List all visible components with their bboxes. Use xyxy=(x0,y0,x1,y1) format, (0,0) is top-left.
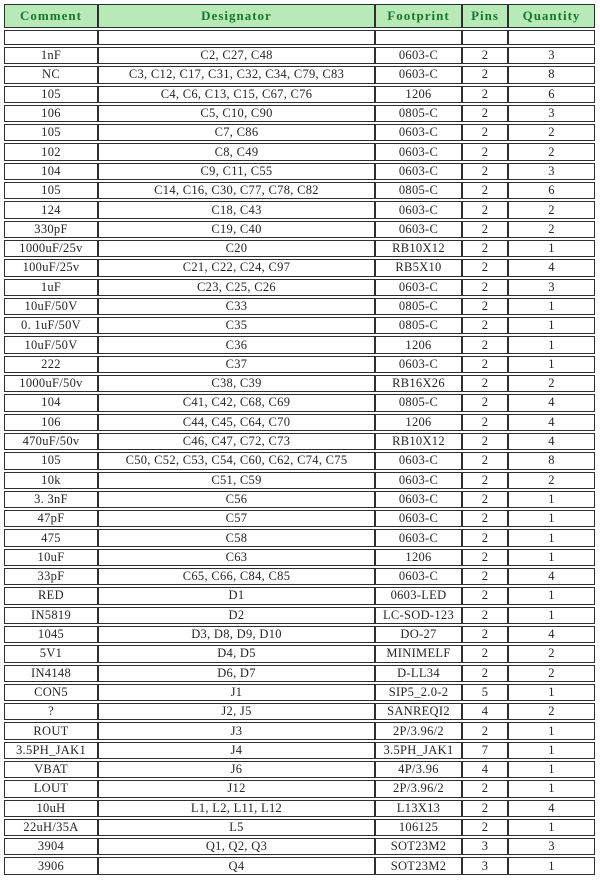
cell-pins: 3 xyxy=(462,838,508,855)
cell-quantity: 2 xyxy=(508,665,595,682)
cell-pins: 2 xyxy=(462,549,508,566)
cell-comment: 1000uF/25v xyxy=(4,240,98,257)
cell-designator: D3, D8, D9, D10 xyxy=(98,626,375,643)
cell-pins: 7 xyxy=(462,742,508,759)
cell-quantity: 2 xyxy=(508,645,595,662)
cell-footprint: 106125 xyxy=(375,819,462,836)
cell-designator: C51, C59 xyxy=(98,472,375,489)
cell-designator: Q4 xyxy=(98,857,375,875)
cell-footprint: 0603-C xyxy=(375,143,462,160)
cell-designator: C44, C45, C64, C70 xyxy=(98,414,375,431)
cell-comment: 102 xyxy=(4,143,98,160)
cell-footprint: 4P/3.96 xyxy=(375,761,462,778)
table-row xyxy=(4,375,595,392)
cell-comment: 3906 xyxy=(4,857,98,875)
cell-designator: C20 xyxy=(98,240,375,257)
table-row xyxy=(4,414,595,431)
cell-pins: 2 xyxy=(462,510,508,527)
cell-footprint: 0603-C xyxy=(375,279,462,296)
cell-footprint: SOT23M2 xyxy=(375,838,462,855)
table-row xyxy=(4,491,595,508)
cell-quantity: 1 xyxy=(508,510,595,527)
table-row xyxy=(4,857,595,875)
table-row xyxy=(4,298,595,315)
cell-comment: 106 xyxy=(4,414,98,431)
cell-pins: 2 xyxy=(462,568,508,585)
cell-designator: C33 xyxy=(98,298,375,315)
bom-table xyxy=(4,2,595,877)
cell-pins: 2 xyxy=(462,105,508,122)
cell-footprint: 0603-C xyxy=(375,472,462,489)
cell-comment: 10uF xyxy=(4,549,98,566)
cell-comment: 105 xyxy=(4,182,98,199)
cell-designator: C21, C22, C24, C97 xyxy=(98,259,375,276)
cell-footprint: DO-27 xyxy=(375,626,462,643)
cell-comment: 104 xyxy=(4,394,98,411)
cell-designator: J3 xyxy=(98,722,375,739)
cell-quantity: 1 xyxy=(508,587,595,604)
cell-quantity: 8 xyxy=(508,452,595,469)
cell-footprint: SANREQI2 xyxy=(375,703,462,720)
cell-quantity: 1 xyxy=(508,722,595,739)
cell-pins: 2 xyxy=(462,529,508,546)
cell-pins: 2 xyxy=(462,452,508,469)
cell-pins: 2 xyxy=(462,336,508,353)
cell-designator: J2, J5 xyxy=(98,703,375,720)
cell-comment: 475 xyxy=(4,529,98,546)
cell-footprint: 0603-C xyxy=(375,201,462,218)
cell-quantity: 2 xyxy=(508,375,595,392)
cell-footprint: 0603-C xyxy=(375,356,462,373)
table-row xyxy=(4,819,595,836)
table-row xyxy=(4,703,595,720)
cell-quantity: 3 xyxy=(508,163,595,180)
cell-comment: 104 xyxy=(4,163,98,180)
cell-comment: 10uF/50V xyxy=(4,298,98,315)
cell-comment: 105 xyxy=(4,452,98,469)
cell-quantity: 4 xyxy=(508,568,595,585)
cell-footprint: 2P/3.96/2 xyxy=(375,722,462,739)
cell-footprint: 1206 xyxy=(375,549,462,566)
cell-pins: 2 xyxy=(462,298,508,315)
cell-pins: 2 xyxy=(462,472,508,489)
cell-quantity: 1 xyxy=(508,529,595,546)
cell-pins: 2 xyxy=(462,143,508,160)
bom-table-body xyxy=(4,30,595,875)
cell-quantity: 2 xyxy=(508,143,595,160)
cell-designator: C36 xyxy=(98,336,375,353)
table-row xyxy=(4,665,595,682)
cell-pins: 5 xyxy=(462,684,508,701)
cell-footprint: 0603-C xyxy=(375,529,462,546)
cell-pins: 2 xyxy=(462,800,508,817)
cell-comment: VBAT xyxy=(4,761,98,778)
cell-quantity: 4 xyxy=(508,394,595,411)
cell-pins: 2 xyxy=(462,124,508,141)
cell-designator: D1 xyxy=(98,587,375,604)
cell-designator: D2 xyxy=(98,607,375,624)
table-row xyxy=(4,163,595,180)
table-row xyxy=(4,838,595,855)
table-row xyxy=(4,143,595,160)
cell-quantity: 2 xyxy=(508,472,595,489)
cell-quantity: 2 xyxy=(508,124,595,141)
cell-designator: C2, C27, C48 xyxy=(98,47,375,64)
cell-footprint: MINIMELF xyxy=(375,645,462,662)
cell-quantity: 1 xyxy=(508,857,595,875)
table-row xyxy=(4,684,595,701)
cell-quantity: 4 xyxy=(508,259,595,276)
cell-comment: 470uF/50v xyxy=(4,433,98,450)
table-row xyxy=(4,336,595,353)
bom-table-header xyxy=(4,4,595,28)
cell-comment: RED xyxy=(4,587,98,604)
cell-comment: 5V1 xyxy=(4,645,98,662)
table-row xyxy=(4,626,595,643)
cell-pins: 2 xyxy=(462,47,508,64)
cell-designator: C9, C11, C55 xyxy=(98,163,375,180)
cell-pins: 2 xyxy=(462,66,508,83)
cell-quantity: 1 xyxy=(508,240,595,257)
cell-designator: J1 xyxy=(98,684,375,701)
cell-comment: IN4148 xyxy=(4,665,98,682)
cell-comment: 47pF xyxy=(4,510,98,527)
table-row xyxy=(4,780,595,797)
cell-pins: 2 xyxy=(462,414,508,431)
cell-comment: 124 xyxy=(4,201,98,218)
cell-pins: 2 xyxy=(462,201,508,218)
table-row xyxy=(4,356,595,373)
cell-footprint: RB10X12 xyxy=(375,433,462,450)
cell-quantity: 6 xyxy=(508,182,595,199)
cell-designator: C65, C66, C84, C85 xyxy=(98,568,375,585)
column-header-footprint: Footprint xyxy=(375,4,462,28)
table-row xyxy=(4,510,595,527)
cell-quantity: 6 xyxy=(508,86,595,103)
cell-designator: C5, C10, C90 xyxy=(98,105,375,122)
cell-quantity: 1 xyxy=(508,780,595,797)
cell-footprint xyxy=(375,30,462,45)
cell-pins: 3 xyxy=(462,857,508,875)
cell-designator: D4, D5 xyxy=(98,645,375,662)
cell-pins: 2 xyxy=(462,819,508,836)
cell-footprint: 0603-C xyxy=(375,510,462,527)
cell-designator: C14, C16, C30, C77, C78, C82 xyxy=(98,182,375,199)
table-row xyxy=(4,105,595,122)
cell-footprint: 0603-C xyxy=(375,163,462,180)
cell-quantity: 2 xyxy=(508,201,595,218)
cell-comment: 3.5PH_JAK1 xyxy=(4,742,98,759)
cell-designator: J6 xyxy=(98,761,375,778)
cell-pins: 2 xyxy=(462,626,508,643)
cell-quantity: 1 xyxy=(508,356,595,373)
cell-pins: 2 xyxy=(462,240,508,257)
cell-comment: 222 xyxy=(4,356,98,373)
cell-footprint: 1206 xyxy=(375,86,462,103)
cell-footprint: 0805-C xyxy=(375,317,462,334)
header-row xyxy=(4,4,595,28)
cell-designator: J12 xyxy=(98,780,375,797)
table-row xyxy=(4,607,595,624)
cell-footprint: 2P/3.96/2 xyxy=(375,780,462,797)
cell-pins: 2 xyxy=(462,394,508,411)
cell-designator: L1, L2, L11, L12 xyxy=(98,800,375,817)
cell-quantity: 2 xyxy=(508,703,595,720)
column-header-comment: Comment xyxy=(4,4,98,28)
cell-designator: C63 xyxy=(98,549,375,566)
cell-comment: IN5819 xyxy=(4,607,98,624)
table-row xyxy=(4,800,595,817)
cell-footprint: 0603-LED xyxy=(375,587,462,604)
cell-comment: 10uF/50V xyxy=(4,336,98,353)
cell-designator: C8, C49 xyxy=(98,143,375,160)
cell-designator: C41, C42, C68, C69 xyxy=(98,394,375,411)
cell-footprint: RB5X10 xyxy=(375,259,462,276)
cell-comment: 0. 1uF/50V xyxy=(4,317,98,334)
cell-comment: ? xyxy=(4,703,98,720)
cell-pins: 2 xyxy=(462,645,508,662)
cell-designator: C23, C25, C26 xyxy=(98,279,375,296)
cell-footprint: 0603-C xyxy=(375,47,462,64)
cell-designator: C35 xyxy=(98,317,375,334)
cell-pins: 2 xyxy=(462,607,508,624)
cell-comment: NC xyxy=(4,66,98,83)
cell-quantity: 1 xyxy=(508,684,595,701)
cell-designator: C37 xyxy=(98,356,375,373)
cell-footprint: RB10X12 xyxy=(375,240,462,257)
cell-comment: 1uF xyxy=(4,279,98,296)
table-row xyxy=(4,452,595,469)
table-row xyxy=(4,182,595,199)
cell-designator: L5 xyxy=(98,819,375,836)
cell-pins: 2 xyxy=(462,259,508,276)
cell-footprint: D-LL34 xyxy=(375,665,462,682)
table-row xyxy=(4,124,595,141)
column-header-designator: Designator xyxy=(98,4,375,28)
cell-quantity: 4 xyxy=(508,626,595,643)
table-row xyxy=(4,86,595,103)
cell-quantity: 3 xyxy=(508,47,595,64)
cell-designator: C38, C39 xyxy=(98,375,375,392)
cell-pins: 4 xyxy=(462,703,508,720)
cell-comment: 105 xyxy=(4,124,98,141)
cell-quantity: 4 xyxy=(508,800,595,817)
cell-comment: 10k xyxy=(4,472,98,489)
cell-quantity: 1 xyxy=(508,742,595,759)
cell-comment: 1nF xyxy=(4,47,98,64)
cell-footprint: 0603-C xyxy=(375,221,462,238)
cell-pins: 2 xyxy=(462,221,508,238)
cell-quantity: 8 xyxy=(508,66,595,83)
cell-quantity xyxy=(508,30,595,45)
cell-comment: 3904 xyxy=(4,838,98,855)
cell-comment: 33pF xyxy=(4,568,98,585)
cell-footprint: 0805-C xyxy=(375,182,462,199)
table-row xyxy=(4,722,595,739)
cell-designator: C19, C40 xyxy=(98,221,375,238)
table-row xyxy=(4,259,595,276)
table-row xyxy=(4,568,595,585)
table-row xyxy=(4,394,595,411)
cell-pins: 2 xyxy=(462,491,508,508)
cell-footprint: RB16X26 xyxy=(375,375,462,392)
cell-quantity: 1 xyxy=(508,761,595,778)
cell-footprint: LC-SOD-123 xyxy=(375,607,462,624)
table-row xyxy=(4,761,595,778)
cell-comment: 22uH/35A xyxy=(4,819,98,836)
cell-footprint: 1206 xyxy=(375,336,462,353)
cell-quantity: 3 xyxy=(508,838,595,855)
cell-designator: Q1, Q2, Q3 xyxy=(98,838,375,855)
table-row xyxy=(4,66,595,83)
table-row xyxy=(4,279,595,296)
cell-quantity: 4 xyxy=(508,414,595,431)
cell-pins: 2 xyxy=(462,665,508,682)
cell-footprint: SOT23M2 xyxy=(375,857,462,875)
cell-pins xyxy=(462,30,508,45)
cell-pins: 2 xyxy=(462,722,508,739)
cell-quantity: 3 xyxy=(508,279,595,296)
table-row xyxy=(4,742,595,759)
cell-designator: C18, C43 xyxy=(98,201,375,218)
cell-designator: C56 xyxy=(98,491,375,508)
cell-pins: 2 xyxy=(462,163,508,180)
cell-footprint: 1206 xyxy=(375,414,462,431)
cell-pins: 2 xyxy=(462,433,508,450)
cell-footprint: 0805-C xyxy=(375,105,462,122)
cell-pins: 2 xyxy=(462,587,508,604)
table-row xyxy=(4,529,595,546)
cell-quantity: 1 xyxy=(508,607,595,624)
cell-quantity: 1 xyxy=(508,317,595,334)
cell-pins: 2 xyxy=(462,182,508,199)
spacer-row xyxy=(4,30,595,45)
cell-quantity: 4 xyxy=(508,433,595,450)
table-row xyxy=(4,587,595,604)
cell-footprint: 3.5PH_JAK1 xyxy=(375,742,462,759)
cell-designator: C46, C47, C72, C73 xyxy=(98,433,375,450)
table-row xyxy=(4,645,595,662)
cell-footprint: SIP5_2.0-2 xyxy=(375,684,462,701)
cell-quantity: 1 xyxy=(508,549,595,566)
cell-pins: 4 xyxy=(462,761,508,778)
cell-designator: C58 xyxy=(98,529,375,546)
cell-designator: C7, C86 xyxy=(98,124,375,141)
cell-footprint: 0805-C xyxy=(375,394,462,411)
column-header-quantity: Quantity xyxy=(508,4,595,28)
cell-comment: 10uH xyxy=(4,800,98,817)
cell-comment: LOUT xyxy=(4,780,98,797)
cell-designator: D6, D7 xyxy=(98,665,375,682)
cell-pins: 2 xyxy=(462,780,508,797)
cell-comment: 100uF/25v xyxy=(4,259,98,276)
cell-footprint: L13X13 xyxy=(375,800,462,817)
cell-comment: 106 xyxy=(4,105,98,122)
table-row xyxy=(4,201,595,218)
cell-quantity: 1 xyxy=(508,491,595,508)
cell-designator: C57 xyxy=(98,510,375,527)
table-row xyxy=(4,240,595,257)
cell-designator: C50, C52, C53, C54, C60, C62, C74, C75 xyxy=(98,452,375,469)
table-row xyxy=(4,549,595,566)
cell-designator: C4, C6, C13, C15, C67, C76 xyxy=(98,86,375,103)
cell-quantity: 1 xyxy=(508,298,595,315)
cell-footprint: 0603-C xyxy=(375,452,462,469)
cell-quantity: 1 xyxy=(508,336,595,353)
cell-quantity: 2 xyxy=(508,221,595,238)
cell-pins: 2 xyxy=(462,375,508,392)
cell-designator: J4 xyxy=(98,742,375,759)
cell-footprint: 0603-C xyxy=(375,491,462,508)
table-row xyxy=(4,317,595,334)
cell-pins: 2 xyxy=(462,356,508,373)
cell-pins: 2 xyxy=(462,279,508,296)
cell-footprint: 0603-C xyxy=(375,66,462,83)
cell-footprint: 0603-C xyxy=(375,568,462,585)
table-row xyxy=(4,472,595,489)
cell-quantity: 1 xyxy=(508,819,595,836)
table-row xyxy=(4,221,595,238)
cell-comment: 105 xyxy=(4,86,98,103)
cell-quantity: 3 xyxy=(508,105,595,122)
cell-comment: 1045 xyxy=(4,626,98,643)
cell-pins: 2 xyxy=(462,317,508,334)
cell-designator: C3, C12, C17, C31, C32, C34, C79, C83 xyxy=(98,66,375,83)
table-row xyxy=(4,433,595,450)
cell-comment: ROUT xyxy=(4,722,98,739)
table-row xyxy=(4,47,595,64)
cell-designator xyxy=(98,30,375,45)
cell-comment: 3. 3nF xyxy=(4,491,98,508)
cell-footprint: 0603-C xyxy=(375,124,462,141)
cell-comment xyxy=(4,30,98,45)
cell-comment: CON5 xyxy=(4,684,98,701)
cell-footprint: 0805-C xyxy=(375,298,462,315)
column-header-pins: Pins xyxy=(462,4,508,28)
cell-comment: 330pF xyxy=(4,221,98,238)
cell-comment: 1000uF/50v xyxy=(4,375,98,392)
cell-pins: 2 xyxy=(462,86,508,103)
